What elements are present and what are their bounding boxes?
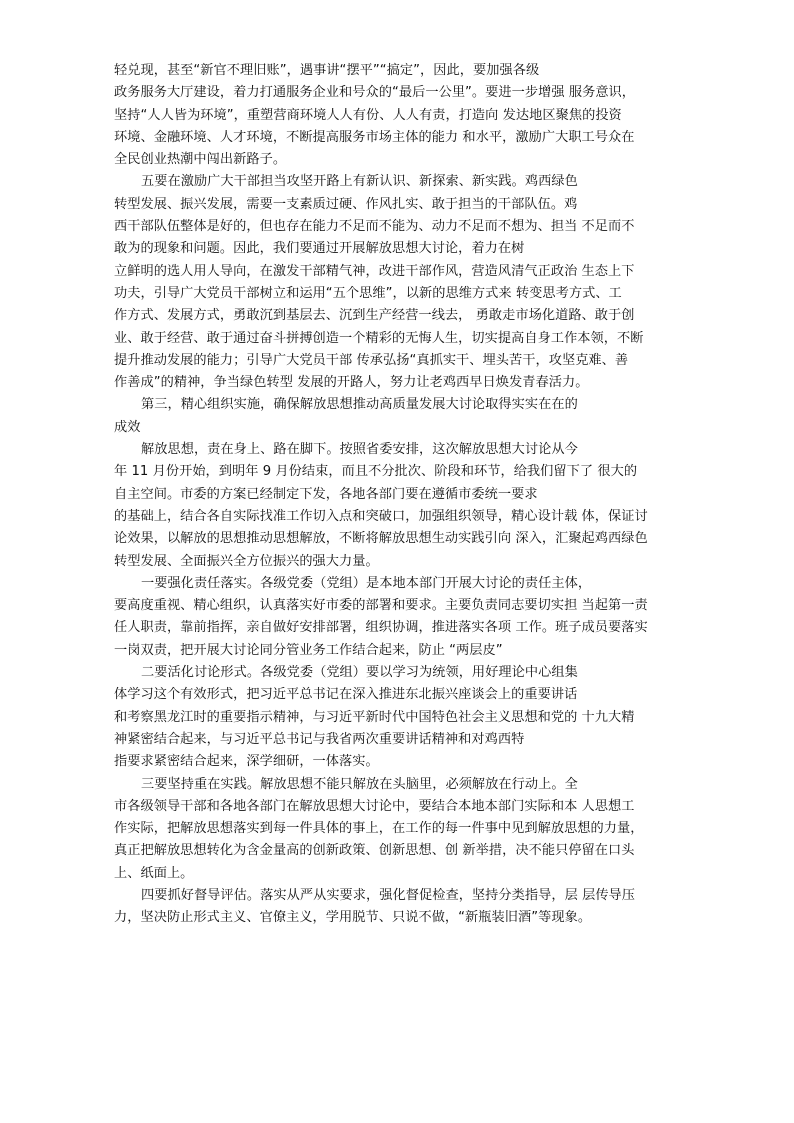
paragraph-first-line: 三要坚持重在实践。解放思想不能只解放在头脑里，必须解放在行动上。全 xyxy=(141,776,578,792)
text-line: 指要求紧密结合起来，深学细研，一体落实。 xyxy=(114,754,379,770)
text-line: 轻兑现，甚至“新官不理旧账”，遇事讲“摆平”“搞定”，因此，要加强各级 xyxy=(114,63,540,78)
text-line: 神紧密结合起来，与习近平总书记与我省两次重要讲话精神和对鸡西特 xyxy=(114,731,525,747)
text-line: 政务服务大厅建设，着力打通服务企业和号众的“最后一公里”。要进一步增强 服务意识， xyxy=(114,85,636,101)
text-line: 全民创业热潮中闯出新路子。 xyxy=(114,152,287,168)
paragraph-first-line: 解放思想，责在身上、路在脚下。按照省委安排，这次解放思想大讨论从今 xyxy=(141,442,578,458)
text-line: 市各级领导干部和各地各部门在解放思想大讨论中，要结合本地本部门实际和本 人思想工 xyxy=(114,798,635,814)
text-line: 真正把解放思想转化为含金量高的创新政策、创新思想、创 新举措，决不能只停留在口头 xyxy=(114,843,635,859)
document-body xyxy=(114,60,684,930)
text-line: 上、纸面上。 xyxy=(114,865,194,881)
text-line: 力，坚决防止形式主义、官僚主义，学用脱节、只说不做，“新瓶装旧酒”等现象。 xyxy=(114,910,592,926)
text-line: 环境、金融环境、人才环境，不断提高服务市场主体的能力 和水平，激励广大职工号众在 xyxy=(114,129,635,145)
text-line: 作实际，把解放思想落实到每一件具体的事上，在工作的每一件事中见到解放思想的力量， xyxy=(114,821,644,837)
text-line: 功夫，引导广大党员干部树立和运用“五个思维”，以新的思维方式来 转变思考方式、工 xyxy=(114,285,622,301)
text-line: 转型发展、全面振兴全方位振兴的强大力量。 xyxy=(114,553,379,569)
text-line: 成效 xyxy=(114,419,141,435)
text-line: 作善成”的精神，争当绿色转型 发展的开路人，努力让老鸡西早日焕发青春活力。 xyxy=(114,375,589,391)
text-line: 一岗双责，把开展大讨论同分管业务工作结合起来，防止 “两层皮” xyxy=(114,642,503,658)
text-line: 论效果，以解放的思想推动思想解放，不断将解放思想生动实践引向 深入，汇聚起鸡西绿色 xyxy=(114,531,648,547)
text-line: 敢为的现象和问题。因此，我们要通过开展解放思想大讨论，着力在树 xyxy=(114,241,525,257)
text-line: 要高度重视、精心组织，认真落实好市委的部署和要求。主要负责同志要切实担 当起第一责 xyxy=(114,598,648,614)
text-line: 作方式、发展方式，勇敢沉到基层去、沉到生产经营一线去， 勇敢走市场化道路、敢于创 xyxy=(114,308,635,324)
text-line: 任人职责，靠前指挥，亲自做好安排部署，组织协调，推进落实各项 工作。班子成员要落实 xyxy=(114,620,648,636)
text-line: 和考察黑龙江时的重要指示精神，与习近平新时代中国特色社会主义思想和党的 十九大精 xyxy=(114,709,635,725)
text-line: 坚持“人人皆为环境”，重塑营商环境人人有份、人人有责，打造向 发达地区聚焦的投资 xyxy=(114,107,622,123)
text-line: 转型发展、振兴发展，需要一支素质过硬、作风扎实、敢于担当的干部队伍。鸡 xyxy=(114,196,578,212)
text-line: 体学习这个有效形式，把习近平总书记在深入推进东北振兴座谈会上的重要讲话 xyxy=(114,687,578,703)
paragraph-first-line: 一要强化责任落实。各级党委（党组）是本地本部门开展大讨论的责任主体， xyxy=(141,575,592,591)
paragraph-first-line: 五要在激励广大干部担当攻坚开路上有新认识、新探索、新实践。鸡西绿色 xyxy=(141,174,578,190)
text-line: 西干部队伍整体是好的，但也存在能力不足而不能为、动力不足而不想为、担当 不足而不 xyxy=(114,219,635,235)
text-line: 自主空间。市委的方案已经制定下发，各地各部门要在遵循市委统一要求 xyxy=(114,486,538,502)
text-line: 的基础上，结合各自实际找准工作切入点和突破口，加强组织领导，精心设计载 体，保证讨 xyxy=(114,508,648,524)
paragraph-first-line: 二要活化讨论形式。各级党委（党组）要以学习为统领，用好理论中心组集 xyxy=(141,665,578,681)
text-line: 立鲜明的选人用人导向，在激发干部精气神，改进干部作风，营造风清气正政治 生态上下 xyxy=(114,263,635,279)
text-line: 年 11 月份开始，到明年 9 月份结束，而且不分批次、阶段和环节，给我们留下了 很大的 xyxy=(114,464,638,480)
text-line: 提升推动发展的能力；引导广大党员干部 传承弘扬“真抓实干、埋头苦干，攻坚克难、善 xyxy=(114,352,629,368)
paragraph-first-line: 第三，精心组织实施，确保解放思想推动高质量发展大讨论取得实实在在的 xyxy=(141,397,578,413)
paragraph-first-line: 四要抓好督导评估。落实从严从实要求，强化督促检查，坚持分类指导，层 层传导压 xyxy=(141,887,636,903)
text-line: 业、敢于经营、敢于通过奋斗拼搏创造一个精彩的无悔人生，切实提高自身工作本领，不断 xyxy=(114,330,644,346)
